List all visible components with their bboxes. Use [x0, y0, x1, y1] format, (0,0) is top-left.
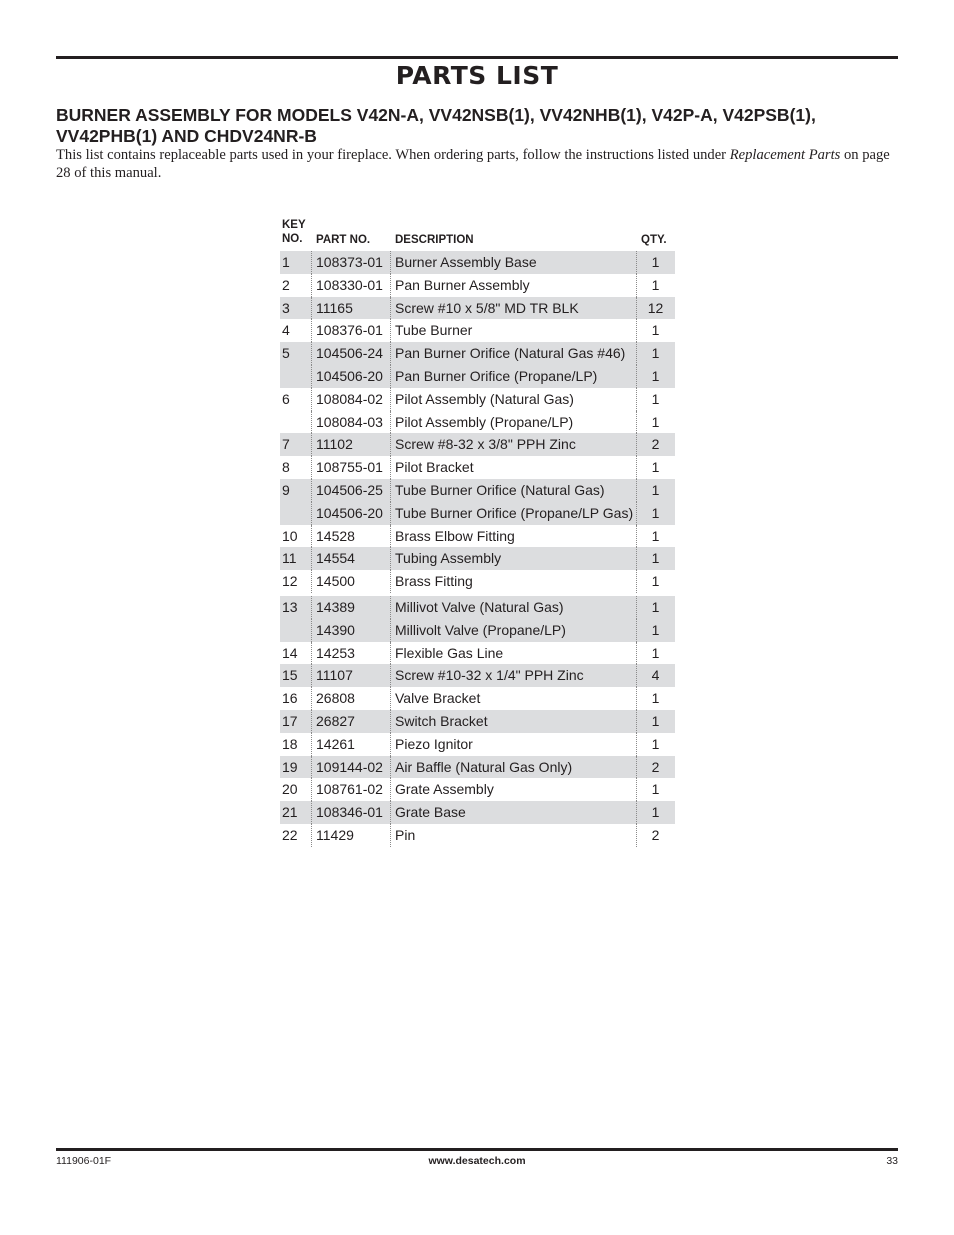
qty-cell: 1	[651, 413, 660, 430]
description-cell: Screw #8-32 x 3/8" PPH Zinc	[395, 436, 576, 453]
qty-cell: 1	[651, 644, 660, 661]
column-divider	[390, 479, 391, 502]
qty-cell: 1	[651, 481, 660, 498]
column-divider	[636, 824, 637, 847]
part-no-cell: 14261	[316, 735, 355, 752]
column-divider	[311, 365, 312, 388]
column-divider	[311, 388, 312, 411]
part-no-cell: 108330-01	[316, 276, 383, 293]
column-divider	[311, 411, 312, 434]
table-row	[280, 411, 675, 434]
table-row	[280, 710, 675, 733]
table-row	[280, 824, 675, 847]
column-divider	[636, 733, 637, 756]
part-no-cell: 26808	[316, 690, 355, 707]
column-divider	[636, 297, 637, 320]
qty-cell: 1	[651, 276, 660, 293]
column-divider	[311, 824, 312, 847]
column-divider	[636, 756, 637, 779]
qty-cell: 1	[651, 781, 660, 798]
description-cell: Pilot Assembly (Natural Gas)	[395, 390, 574, 407]
column-divider	[390, 342, 391, 365]
column-divider	[636, 433, 637, 456]
key-no-cell: 18	[282, 735, 298, 752]
column-divider	[311, 710, 312, 733]
qty-cell: 1	[651, 504, 660, 521]
column-divider	[390, 365, 391, 388]
description-cell: Screw #10 x 5/8" MD TR BLK	[395, 299, 579, 316]
column-divider	[311, 342, 312, 365]
column-divider	[636, 801, 637, 824]
table-row	[280, 596, 675, 619]
column-divider	[390, 251, 391, 274]
part-no-cell: 11429	[316, 826, 354, 843]
part-no-cell: 109144-02	[316, 758, 383, 775]
column-divider	[390, 388, 391, 411]
column-divider	[390, 824, 391, 847]
column-divider	[390, 664, 391, 687]
column-divider	[311, 251, 312, 274]
part-no-cell: 104506-25	[316, 481, 383, 498]
qty-cell: 1	[651, 804, 660, 821]
table-row	[280, 547, 675, 570]
key-no-cell: 16	[282, 690, 298, 707]
column-divider	[636, 547, 637, 570]
column-divider	[390, 319, 391, 342]
description-cell: Millivot Valve (Natural Gas)	[395, 598, 564, 615]
qty-cell: 1	[651, 550, 660, 567]
key-no-cell: 9	[282, 481, 290, 498]
qty-cell: 1	[651, 621, 660, 638]
qty-cell: 1	[651, 573, 660, 590]
qty-cell: 2	[651, 826, 660, 843]
part-no-cell: 108084-03	[316, 413, 383, 430]
column-divider	[311, 596, 312, 619]
description-cell: Valve Bracket	[395, 690, 481, 707]
part-no-cell: 14554	[316, 550, 355, 567]
column-divider	[636, 319, 637, 342]
column-divider	[390, 433, 391, 456]
part-no-cell: 104506-20	[316, 504, 383, 521]
column-divider	[311, 456, 312, 479]
column-divider	[636, 479, 637, 502]
column-divider	[311, 619, 312, 642]
intro-text-end: on page 28 of this manual.	[56, 147, 890, 181]
key-no-cell: 11	[282, 550, 297, 567]
table-row	[280, 778, 675, 801]
footer-page-number: 33	[886, 1155, 898, 1167]
column-divider	[311, 274, 312, 297]
column-divider	[311, 778, 312, 801]
table-row	[280, 251, 675, 274]
column-divider	[311, 687, 312, 710]
column-divider	[636, 502, 637, 525]
column-divider	[636, 778, 637, 801]
column-divider	[311, 642, 312, 665]
section-heading: BURNER ASSEMBLY FOR MODELS V42N-A, VV42NSB(1), VV42NHB(1), V42P-A, V42PSB(1), VV42PHB(1) AND CHDV24NR-B	[56, 105, 816, 146]
column-divider	[390, 596, 391, 619]
part-no-cell: 14528	[316, 527, 355, 544]
table-row	[280, 297, 675, 320]
column-divider	[390, 297, 391, 320]
description-cell: Pan Burner Orifice (Natural Gas #46)	[395, 345, 626, 362]
column-divider	[636, 525, 637, 548]
description-cell: Brass Fitting	[395, 573, 473, 590]
column-divider	[636, 342, 637, 365]
column-divider	[390, 642, 391, 665]
qty-cell: 12	[647, 299, 664, 316]
key-no-cell: 4	[282, 322, 290, 339]
column-divider	[390, 619, 391, 642]
column-divider	[311, 525, 312, 548]
column-divider	[636, 619, 637, 642]
table-row	[280, 456, 675, 479]
column-divider	[636, 456, 637, 479]
column-divider	[636, 687, 637, 710]
table-row	[280, 570, 675, 593]
bottom-rule	[56, 1148, 898, 1151]
column-divider	[390, 274, 391, 297]
table-row	[280, 687, 675, 710]
key-no-cell: 17	[282, 712, 298, 729]
description-cell: Tube Burner Orifice (Propane/LP Gas)	[395, 504, 634, 521]
description-cell: Pilot Bracket	[395, 459, 474, 476]
column-divider	[390, 570, 391, 593]
part-no-cell: 108084-02	[316, 390, 383, 407]
description-cell: Tubing Assembly	[395, 550, 502, 567]
part-no-cell: 108761-02	[316, 781, 383, 798]
column-divider	[311, 801, 312, 824]
qty-cell: 4	[651, 667, 660, 684]
footer-website[interactable]: www.desatech.com	[428, 1155, 526, 1167]
description-cell: Pilot Assembly (Propane/LP)	[395, 413, 574, 430]
column-divider	[390, 756, 391, 779]
key-no-cell: 19	[282, 758, 298, 775]
column-divider	[636, 596, 637, 619]
part-no-cell: 14389	[316, 598, 355, 615]
header-key-no: KEY NO.	[282, 219, 306, 245]
key-no-cell: 15	[282, 667, 298, 684]
description-cell: Grate Assembly	[395, 781, 494, 798]
part-no-cell: 108376-01	[316, 322, 383, 339]
key-no-cell: 3	[282, 299, 290, 316]
column-divider	[390, 502, 391, 525]
part-no-cell: 104506-24	[316, 345, 383, 362]
column-divider	[390, 801, 391, 824]
column-divider	[390, 687, 391, 710]
qty-cell: 1	[651, 712, 660, 729]
description-cell: Millivolt Valve (Propane/LP)	[395, 621, 566, 638]
column-divider	[636, 570, 637, 593]
part-no-cell: 104506-20	[316, 367, 383, 384]
description-cell: Pan Burner Orifice (Propane/LP)	[395, 367, 598, 384]
description-cell: Air Baffle (Natural Gas Only)	[395, 758, 573, 775]
key-no-cell: 10	[282, 527, 298, 544]
table-row	[280, 642, 675, 665]
header-part-no: PART NO.	[316, 234, 371, 246]
column-divider	[390, 547, 391, 570]
header-description: DESCRIPTION	[395, 234, 474, 246]
table-row	[280, 479, 675, 502]
intro-emphasis: Replacement Parts	[729, 147, 841, 163]
column-divider	[390, 411, 391, 434]
column-divider	[636, 251, 637, 274]
table-row	[280, 388, 675, 411]
column-divider	[390, 733, 391, 756]
key-no-cell: 6	[282, 390, 290, 407]
column-divider	[311, 570, 312, 593]
column-divider	[311, 756, 312, 779]
table-row	[280, 664, 675, 687]
qty-cell: 2	[651, 758, 660, 775]
key-no-cell: 1	[282, 254, 290, 270]
description-cell: Switch Bracket	[395, 712, 488, 729]
column-divider	[636, 274, 637, 297]
table-row	[280, 801, 675, 824]
column-divider	[636, 365, 637, 388]
part-no-cell: 11107	[316, 667, 353, 684]
table-row	[280, 733, 675, 756]
column-divider	[636, 642, 637, 665]
qty-cell: 1	[651, 367, 660, 384]
column-divider	[390, 456, 391, 479]
description-cell: Pin	[395, 826, 416, 843]
qty-cell: 1	[651, 527, 660, 544]
description-cell: Pan Burner Assembly	[395, 276, 530, 293]
key-no-cell: 21	[282, 804, 298, 821]
column-divider	[311, 297, 312, 320]
qty-cell: 1	[651, 345, 660, 362]
description-cell: Burner Assembly Base	[395, 254, 537, 270]
header-qty: QTY.	[641, 234, 667, 246]
part-no-cell: 14253	[316, 644, 355, 661]
description-cell: Screw #10-32 x 1/4" PPH Zinc	[395, 667, 584, 684]
part-no-cell: 108755-01	[316, 459, 383, 476]
column-divider	[311, 502, 312, 525]
key-no-cell: 5	[282, 345, 290, 362]
table-row	[280, 619, 675, 642]
column-divider	[311, 664, 312, 687]
column-divider	[390, 710, 391, 733]
column-divider	[390, 778, 391, 801]
key-no-cell: 8	[282, 459, 290, 476]
key-no-cell: 7	[282, 436, 290, 453]
table-row	[280, 756, 675, 779]
table-row	[280, 502, 675, 525]
column-divider	[636, 664, 637, 687]
part-no-cell: 11102	[316, 436, 353, 453]
footer-doc-number: 111906-01F	[56, 1155, 112, 1167]
top-rule	[56, 56, 898, 59]
column-divider	[636, 710, 637, 733]
column-divider	[311, 319, 312, 342]
qty-cell: 1	[651, 322, 660, 339]
table-row	[280, 433, 675, 456]
qty-cell: 1	[651, 735, 660, 752]
table-row	[280, 525, 675, 548]
column-divider	[636, 388, 637, 411]
description-cell: Grate Base	[395, 804, 466, 821]
intro-text-start: This list contains replaceable parts used in your fireplace. When ordering parts, follow the instructions listed under	[56, 147, 730, 163]
part-no-cell: 26827	[316, 712, 355, 729]
column-divider	[311, 547, 312, 570]
column-divider	[636, 411, 637, 434]
part-no-cell: 14500	[316, 573, 355, 590]
page-title: PARTS LIST	[395, 61, 559, 90]
key-no-cell: 12	[282, 573, 298, 590]
column-divider	[311, 479, 312, 502]
table-row	[280, 365, 675, 388]
description-cell: Piezo Ignitor	[395, 735, 473, 752]
column-divider	[390, 525, 391, 548]
qty-cell: 2	[651, 436, 660, 453]
part-no-cell: 108346-01	[316, 804, 383, 821]
qty-cell: 1	[651, 598, 660, 615]
column-divider	[311, 733, 312, 756]
qty-cell: 1	[651, 254, 660, 270]
part-no-cell: 11165	[316, 299, 353, 316]
table-row	[280, 342, 675, 365]
qty-cell: 1	[651, 390, 660, 407]
parts-table	[280, 251, 675, 847]
part-no-cell: 14390	[316, 621, 355, 638]
part-no-cell: 108373-01	[316, 254, 383, 270]
key-no-cell: 13	[282, 598, 298, 615]
column-divider	[311, 433, 312, 456]
key-no-cell: 20	[282, 781, 298, 798]
key-no-cell: 22	[282, 826, 298, 843]
description-cell: Tube Burner Orifice (Natural Gas)	[395, 481, 605, 498]
table-row	[280, 274, 675, 297]
description-cell: Tube Burner	[395, 322, 473, 339]
key-no-cell: 14	[282, 644, 298, 661]
qty-cell: 1	[651, 690, 660, 707]
description-cell: Brass Elbow Fitting	[395, 527, 515, 544]
intro-paragraph	[56, 146, 901, 182]
description-cell: Flexible Gas Line	[395, 644, 504, 661]
qty-cell: 1	[651, 459, 660, 476]
key-no-cell: 2	[282, 276, 290, 293]
table-row	[280, 319, 675, 342]
